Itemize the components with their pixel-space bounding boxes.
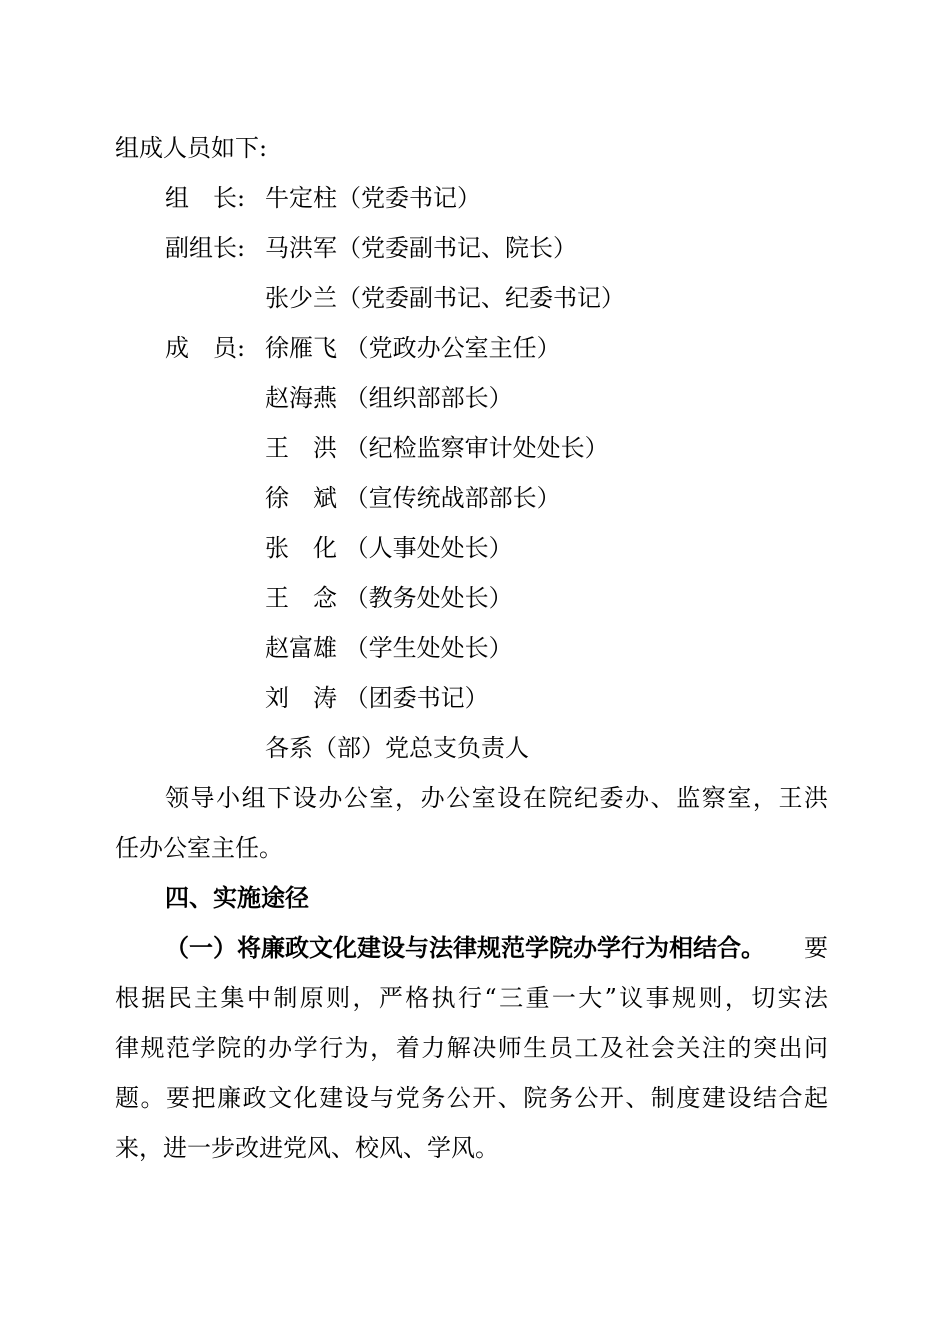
members-row [165,332,561,364]
office-paragraph-line: 领导小组下设办公室，办公室设在院纪委办、监察室，王洪 [165,784,828,812]
deputy-name: 张少兰（党委副书记、纪委书记） [265,284,625,312]
member-name: 赵海燕 （组织部部长） [265,384,513,412]
section-heading: 四、实施途径 [165,884,309,912]
member-name: 徐雁飞 （党政办公室主任） [265,334,561,362]
leader-name: 牛定柱（党委书记） [265,184,481,212]
item1-paragraph-line: 题。要把廉政文化建设与党务公开、院务公开、制度建设结合起 [115,1084,828,1112]
member-name: 各系（部）党总支负责人 [265,734,529,762]
item1-lead-rest: 要 [804,934,828,962]
members-label: 成 员: [165,334,246,362]
leader-label: 组 长: [165,184,246,212]
deputy-row [165,232,577,264]
member-name: 王 洪 （纪检监察审计处处长） [265,434,609,462]
item1-paragraph-line: 律规范学院的办学行为，着力解决师生员工及社会关注的突出问 [115,1034,828,1062]
member-name: 王 念 （教务处处长） [265,584,513,612]
item1-lead-line [165,932,828,964]
item1-bold-lead: （一）将廉政文化建设与法律规范学院办学行为相结合。 [165,934,765,962]
item1-paragraph-line: 来，进一步改进党风、校风、学风。 [115,1134,499,1162]
leader-row [165,182,481,214]
member-name: 徐 斌 （宣传统战部部长） [265,484,561,512]
deputy-label: 副组长: [165,234,246,262]
member-name: 赵富雄 （学生处处长） [265,634,513,662]
deputy-name: 马洪军（党委副书记、院长） [265,234,577,262]
member-name: 刘 涛 （团委书记） [265,684,489,712]
intro-text: 组成人员如下: [115,134,268,162]
member-name: 张 化 （人事处处长） [265,534,513,562]
office-paragraph-line: 任办公室主任。 [115,834,283,862]
item1-paragraph-line: 根据民主集中制原则，严格执行“三重一大”议事规则，切实法 [115,984,828,1012]
